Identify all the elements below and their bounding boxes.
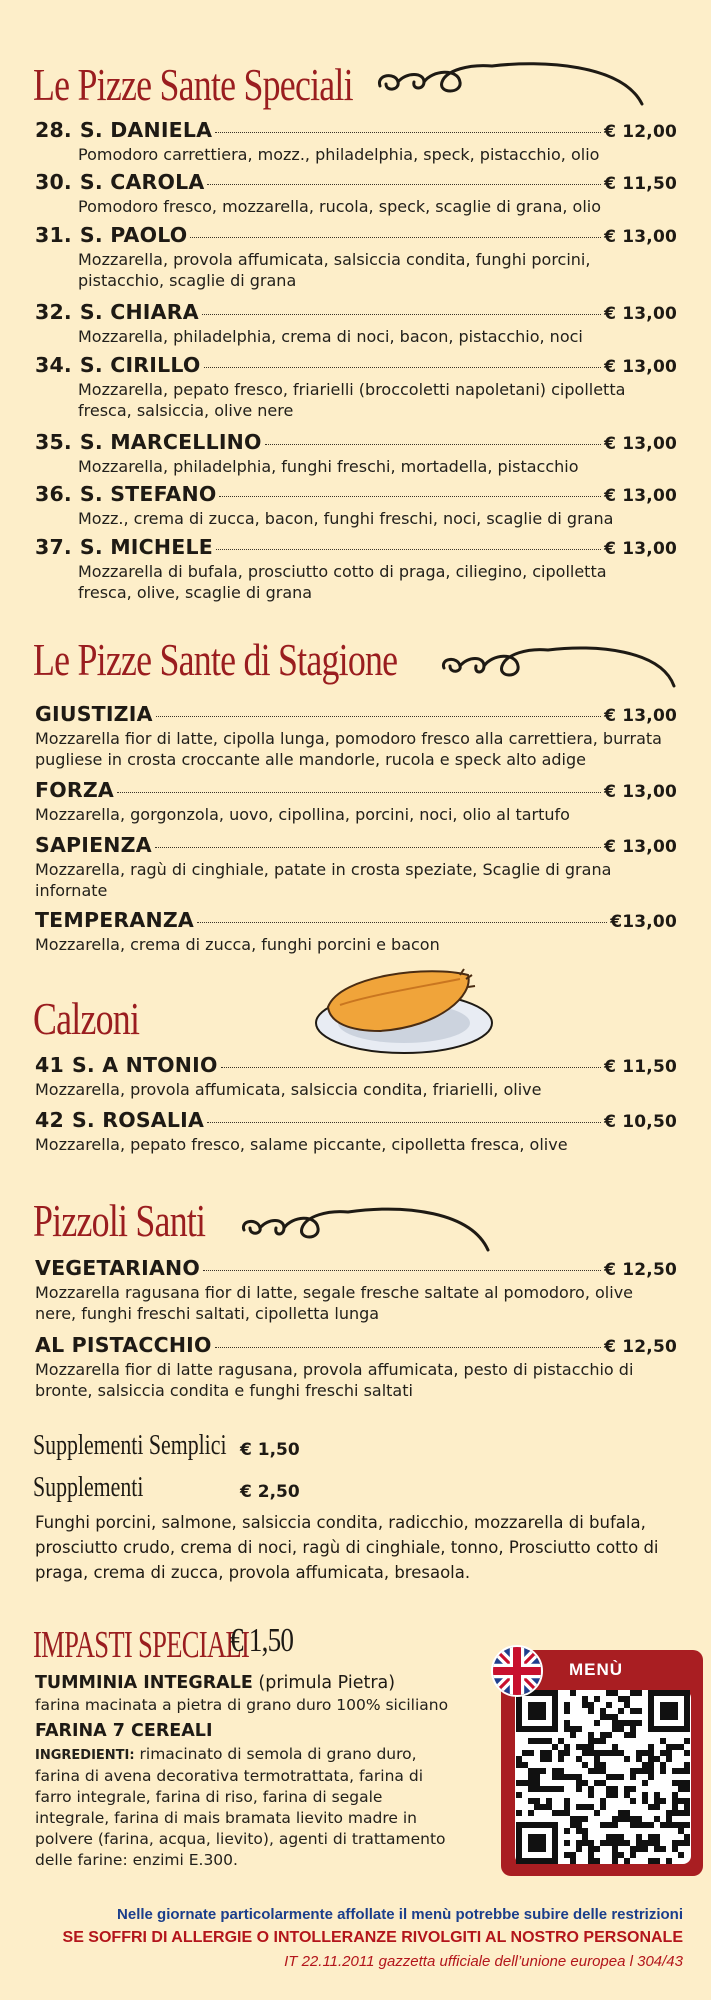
item-description: Mozzarella, crema di zucca, funghi porcini e bacon [35, 935, 440, 954]
qr-menu-label: MENÙ [569, 1660, 624, 1679]
menu-item-row [35, 482, 677, 508]
item-name: S. CAROLA [79, 170, 205, 194]
item-name: VEGETARIANO [35, 1256, 201, 1280]
qr-code-area[interactable] [515, 1690, 691, 1864]
menu-item-row [35, 170, 677, 196]
swirl-ornament-1 [372, 54, 654, 112]
menu-item-row [35, 535, 677, 561]
item-number: 41 [35, 1053, 64, 1077]
menu-item [35, 118, 677, 165]
item-number: 36. [35, 482, 72, 506]
dot-leader [204, 367, 602, 368]
dot-leader [219, 496, 601, 497]
dot-leader [207, 184, 601, 185]
item-name: TEMPERANZA [35, 908, 194, 932]
dot-leader [216, 549, 601, 550]
item-name: S. A NTONIO [71, 1053, 218, 1077]
menu-item-row [35, 1108, 677, 1134]
item-description: Mozzarella, philadelphia, funghi freschi, mortadella, pistacchio [78, 457, 579, 476]
swirl-ornament-2 [436, 640, 682, 692]
dot-leader [207, 1122, 601, 1123]
ingredienti-rest: farina di avena decorativa termotrattata, farina di farro integrale, farina di riso, farina di segale integrale, farina di mais bramata lievito madre in polvere (farina, acqua, lievito), agenti di trattamento delle farine: enzimi E.300. [35, 1767, 446, 1869]
item-name: SAPIENZA [35, 833, 152, 857]
tumminia-name: TUMMINIA INTEGRALE [35, 1673, 253, 1693]
menu-item [35, 1333, 677, 1401]
menu-item-row [35, 1256, 677, 1282]
item-name: S. MICHELE [79, 535, 213, 559]
item-description: Mozzarella, pepato fresco, salame piccante, cipolletta fresca, olive [35, 1135, 568, 1154]
item-price: € 13,00 [604, 434, 677, 454]
section-title-stagione: Le Pizze Sante di Stagione [33, 634, 398, 685]
item-description: Mozzarella di bufala, prosciutto cotto di praga, ciliegino, cipolletta fresca, olive, scaglie di grana [78, 562, 607, 602]
item-number: 30. [35, 170, 72, 194]
impasti-price: € 1,50 [230, 1622, 294, 1659]
item-number: 34. [35, 353, 72, 377]
menu-item-row [35, 702, 677, 728]
item-description: Pomodoro fresco, mozzarella, rucola, speck, scaglie di grana, olio [78, 197, 602, 216]
dot-leader [215, 132, 601, 133]
dot-leader [265, 444, 601, 445]
menu-item-row [35, 908, 677, 934]
item-description: Mozzarella, provola affumicata, salsiccia condita, funghi porcini, pistacchio, scaglie di grana [78, 250, 591, 290]
menu-item [35, 223, 677, 291]
menu-item-row [35, 353, 677, 379]
item-price: € 13,00 [604, 706, 677, 726]
menu-item-row [35, 118, 677, 144]
item-number: 37. [35, 535, 72, 559]
item-price: € 13,00 [604, 539, 677, 559]
dot-leader [215, 1347, 601, 1348]
menu-item [35, 482, 677, 529]
item-number: 28. [35, 118, 72, 142]
item-price: € 12,50 [604, 1260, 677, 1280]
item-price: € 13,00 [604, 304, 677, 324]
supplementi-semplici-label: Supplementi Semplici [33, 1430, 227, 1461]
item-name: S. CIRILLO [79, 353, 201, 377]
ingredienti-line1: rimacinato di semola di grano duro, [139, 1745, 417, 1763]
supplementi-list: Funghi porcini, salmone, salsiccia condita, radicchio, mozzarella di bufala, prosciutto crudo, crema di noci, ragù di cinghiale, tonno, Prosciutto cotto di praga, crema di zucca, provola affumicata, bresaola. [35, 1513, 659, 1582]
impasti-title: IMPASTI SPECIALI [33, 1624, 250, 1666]
calzone-plate-illustration [310, 965, 496, 1061]
dot-leader [202, 314, 601, 315]
item-price: € 10,50 [604, 1112, 677, 1132]
footer-regulation: IT 22.11.2011 gazzetta ufficiale dell’unione europea l 304/43 [284, 1953, 683, 1970]
item-name: GIUSTIZIA [35, 702, 153, 726]
item-description: Mozz., crema di zucca, bacon, funghi freschi, noci, scaglie di grana [78, 509, 614, 528]
menu-item [35, 1108, 677, 1155]
item-description: Mozzarella, provola affumicata, salsiccia condita, friarielli, olive [35, 1080, 542, 1099]
qr-code[interactable] [515, 1690, 691, 1864]
dot-leader [155, 847, 601, 848]
item-description: Mozzarella ragusana fior di latte, segale fresche saltate al pomodoro, olive nere, funghi freschi saltati, cipolletta lunga [35, 1283, 633, 1323]
item-price: € 11,50 [604, 1057, 677, 1077]
item-name: AL PISTACCHIO [35, 1333, 212, 1357]
item-price: € 13,00 [604, 357, 677, 377]
dot-leader [190, 237, 601, 238]
menu-item [35, 353, 677, 421]
menu-item-row [35, 833, 677, 859]
menu-item [35, 1053, 677, 1100]
item-description: Pomodoro carrettiera, mozz., philadelphia, speck, pistacchio, olio [78, 145, 600, 164]
cereali-name: FARINA 7 CEREALI [35, 1721, 213, 1741]
item-name: S. ROSALIA [71, 1108, 205, 1132]
menu-item [35, 908, 677, 955]
menu-item-row [35, 430, 677, 456]
item-description: Mozzarella, philadelphia, crema di noci, bacon, pistacchio, noci [78, 327, 583, 346]
footer-allergy: SE SOFFRI DI ALLERGIE O INTOLLERANZE RIVOLGITI AL NOSTRO PERSONALE [62, 1929, 683, 1946]
uk-flag-icon[interactable] [491, 1645, 543, 1697]
menu-item [35, 300, 677, 347]
menu-item-row [35, 1333, 677, 1359]
menu-item [35, 833, 677, 901]
item-name: S. MARCELLINO [79, 430, 262, 454]
item-name: S. DANIELA [79, 118, 213, 142]
item-description: Mozzarella, gorgonzola, uovo, cipollina, porcini, noci, olio al tartufo [35, 805, 570, 824]
menu-item [35, 170, 677, 217]
menu-item-row [35, 1053, 677, 1079]
item-number: 42 [35, 1108, 64, 1132]
supplementi-price: € 2,50 [240, 1482, 300, 1502]
tumminia-note: (primula Pietra) [258, 1673, 396, 1693]
supplementi-semplici-price: € 1,50 [240, 1440, 300, 1460]
item-price: € 13,00 [604, 486, 677, 506]
item-number: 35. [35, 430, 72, 454]
tumminia-desc: farina macinata a pietra di grano duro 100% siciliano [35, 1696, 449, 1714]
item-price: € 13,00 [604, 837, 677, 857]
dot-leader [221, 1067, 601, 1068]
supplementi-label: Supplementi [33, 1472, 144, 1503]
dot-leader [117, 792, 601, 793]
ingredienti-label: INGREDIENTI: [35, 1748, 135, 1763]
item-name: S. CHIARA [79, 300, 199, 324]
menu-item [35, 535, 677, 603]
item-number: 31. [35, 223, 72, 247]
menu-item [35, 430, 677, 477]
section-title-pizzoli: Pizzoli Santi [33, 1195, 206, 1246]
item-name: FORZA [35, 778, 114, 802]
dot-leader [197, 922, 607, 923]
item-description: Mozzarella, ragù di cinghiale, patate in crosta speziate, Scaglie di grana infornate [35, 860, 612, 900]
item-description: Mozzarella fior di latte, cipolla lunga, pomodoro fresco alla carrettiera, burrata pugliese in crosta croccante alle mandorle, rucola e speck alto adige [35, 729, 662, 769]
item-price: € 12,50 [604, 1337, 677, 1357]
impasti-block [35, 1672, 495, 1871]
item-description: Mozzarella, pepato fresco, friarielli (broccoletti napoletani) cipolletta fresca, salsiccia, olive nere [78, 380, 626, 420]
swirl-ornament-3 [236, 1200, 496, 1256]
item-price: €13,00 [610, 912, 677, 932]
section-title-speciali: Le Pizze Sante Speciali [33, 59, 353, 110]
dot-leader [156, 716, 601, 717]
dot-leader [203, 1270, 601, 1271]
footer-restrictions: Nelle giornate particolarmente affollate il menù potrebbe subire delle restrizioni [117, 1906, 683, 1923]
item-price: € 12,00 [604, 122, 677, 142]
item-price: € 13,00 [604, 782, 677, 802]
menu-item-row [35, 778, 677, 804]
item-name: S. PAOLO [79, 223, 188, 247]
item-description: Mozzarella fior di latte ragusana, provola affumicata, pesto di pistacchio di bronte, salsiccia condita e funghi freschi saltati [35, 1360, 634, 1400]
item-number: 32. [35, 300, 72, 324]
menu-item-row [35, 300, 677, 326]
section-title-calzoni: Calzoni [33, 993, 140, 1044]
menu-item [35, 778, 677, 825]
menu-item [35, 1256, 677, 1324]
item-price: € 13,00 [604, 227, 677, 247]
item-name: S. STEFANO [79, 482, 217, 506]
menu-item [35, 702, 677, 770]
item-price: € 11,50 [604, 174, 677, 194]
menu-item-row [35, 223, 677, 249]
